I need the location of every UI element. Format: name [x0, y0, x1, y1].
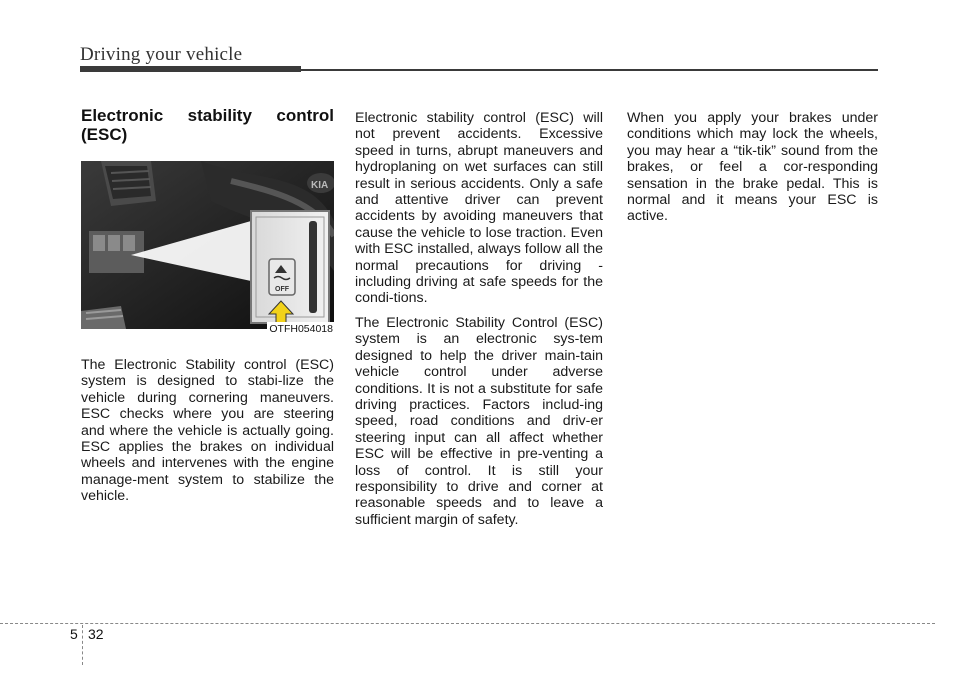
footer-divider [82, 625, 83, 665]
footer-dashed-rule [0, 623, 935, 624]
column-1 [81, 106, 334, 513]
dashboard-illustration [81, 161, 334, 329]
column-3 [627, 110, 878, 233]
figure-code: OTFH054018 [269, 323, 333, 335]
page-number: 32 [88, 626, 104, 642]
paragraph-limits: Electronic stability control (ESC) will not prevent accidents. Excessive speed in turns, abrupt maneuvers and hydroplaning on wet surfaces can still result in serious accidents. Only a safe and attentive driver can prevent accidents by avoiding maneuvers that cause the vehicle to lose traction. Even with ESC installed, always follow all the normal precautions for driving - including driving at safe speeds for the condi-tions. [355, 110, 603, 307]
esc-switch-figure [81, 161, 334, 329]
paragraph-brakes: When you apply your brakes under conditions which may lock the wheels, you may hear a “tik-tik” sound from the brakes, or feel a cor-responding sensation in the brake pedal. This is normal and it means your ESC is active. [627, 110, 878, 225]
page-header-title: Driving your vehicle [80, 44, 243, 65]
figure-code-container [185, 322, 335, 339]
chapter-number: 5 [70, 626, 78, 642]
paragraph-system: The Electronic Stability Control (ESC) system is an electronic sys-tem designed to help the driver main-tain vehicle control under adverse conditions. It is not a substitute for safe driving practices. Factors includ-ing speed, road conditions and driv-er steering input can all affect whether ESC will be effective in pre-venting a loss of control. It is still your responsibility to drive and corner at reasonable speeds and to leave a sufficient margin of safety. [355, 314, 603, 528]
column-2 [355, 110, 603, 536]
intro-paragraph: The Electronic Stability control (ESC) system is designed to stabi-lize the vehicle during cornering maneuvers. ESC checks where you are steering and where the vehicle is actually going. ESC applies the brakes on individual wheels and intervenes with the engine manage-ment system to stabilize the vehicle. [81, 357, 334, 505]
section-title: Electronic stability control (ESC) [81, 106, 334, 144]
esc-off-label: OFF [275, 286, 289, 293]
svg-text:KIA: KIA [311, 180, 329, 191]
header-rule-thick [80, 66, 301, 72]
header-rule-thin [301, 69, 878, 71]
